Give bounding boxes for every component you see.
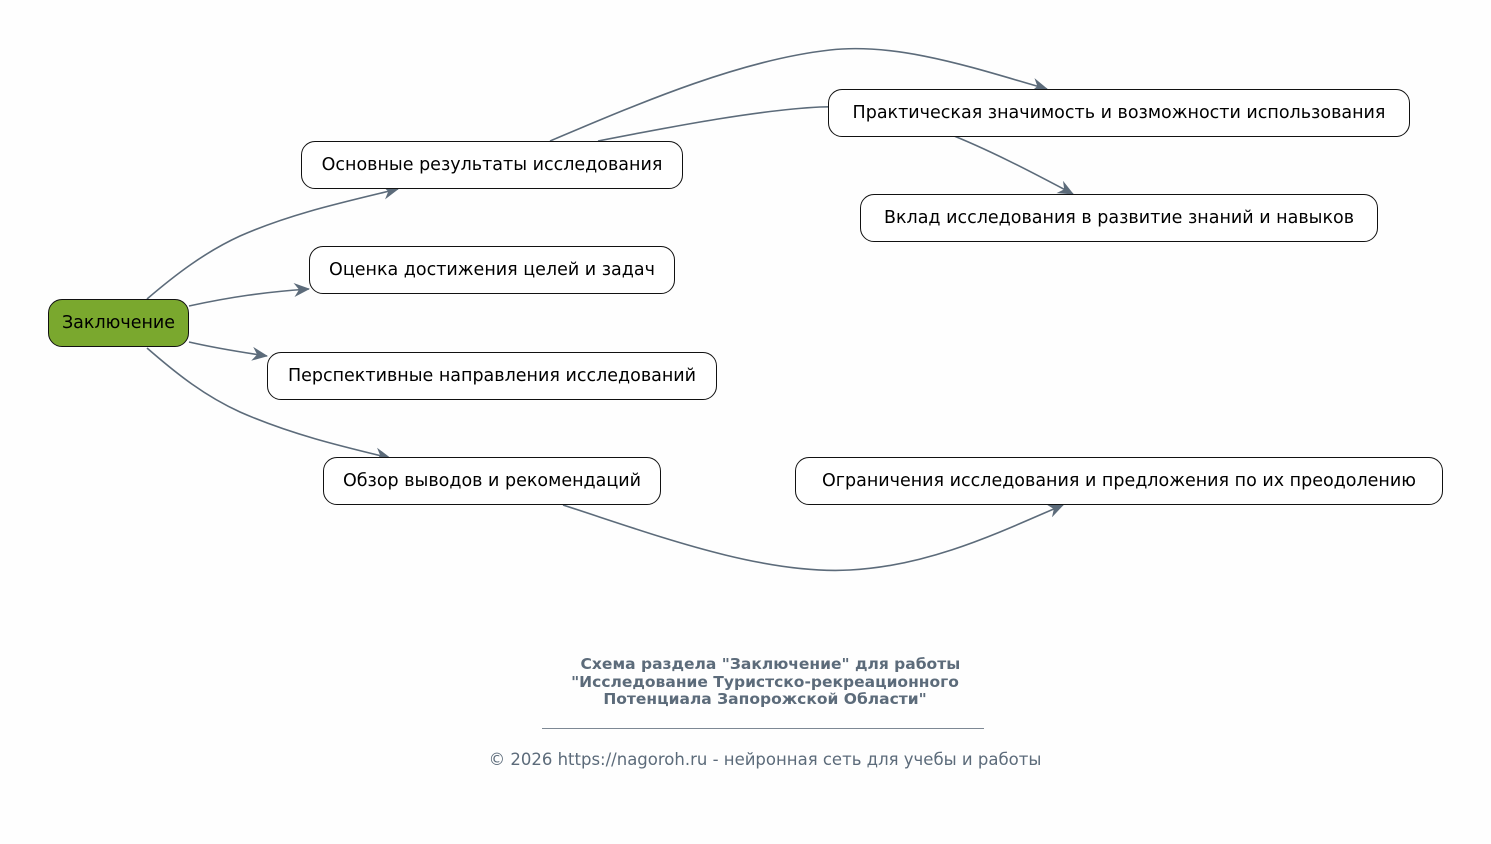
node-future-directions[interactable]: Перспективные направления исследований (267, 352, 717, 400)
caption-line-3: Потенциала Запорожской Области" (603, 690, 927, 708)
node-practical-significance[interactable]: Практическая значимость и возможности использования (828, 89, 1410, 137)
node-goals-assessment[interactable]: Оценка достижения целей и задач (309, 246, 675, 294)
diagram-caption (440, 656, 1090, 709)
node-main-results[interactable]: Основные результаты исследования (301, 141, 683, 189)
node-limitations[interactable]: Ограничения исследования и предложения по их преодолению (795, 457, 1443, 505)
caption-line-2: "Исследование Туристско-рекреационного (571, 672, 959, 691)
node-contribution[interactable]: Вклад исследования в развитие знаний и навыков (860, 194, 1378, 242)
edge-root-to-goals-assessment (189, 289, 309, 306)
copyright-text: © 2026 https://nagoroh.ru - нейронная сеть для учебы и работы (488, 750, 1042, 769)
edge-conclusions-review-to-limitations (563, 505, 1063, 570)
caption-line-1: Схема раздела "Заключение" для работы (569, 655, 961, 673)
node-conclusions-review[interactable]: Обзор выводов и рекомендаций (323, 457, 661, 505)
node-conclusion-root[interactable]: Заключение (48, 299, 189, 347)
caption-divider (542, 728, 984, 729)
edge-root-to-future-directions (189, 342, 267, 356)
